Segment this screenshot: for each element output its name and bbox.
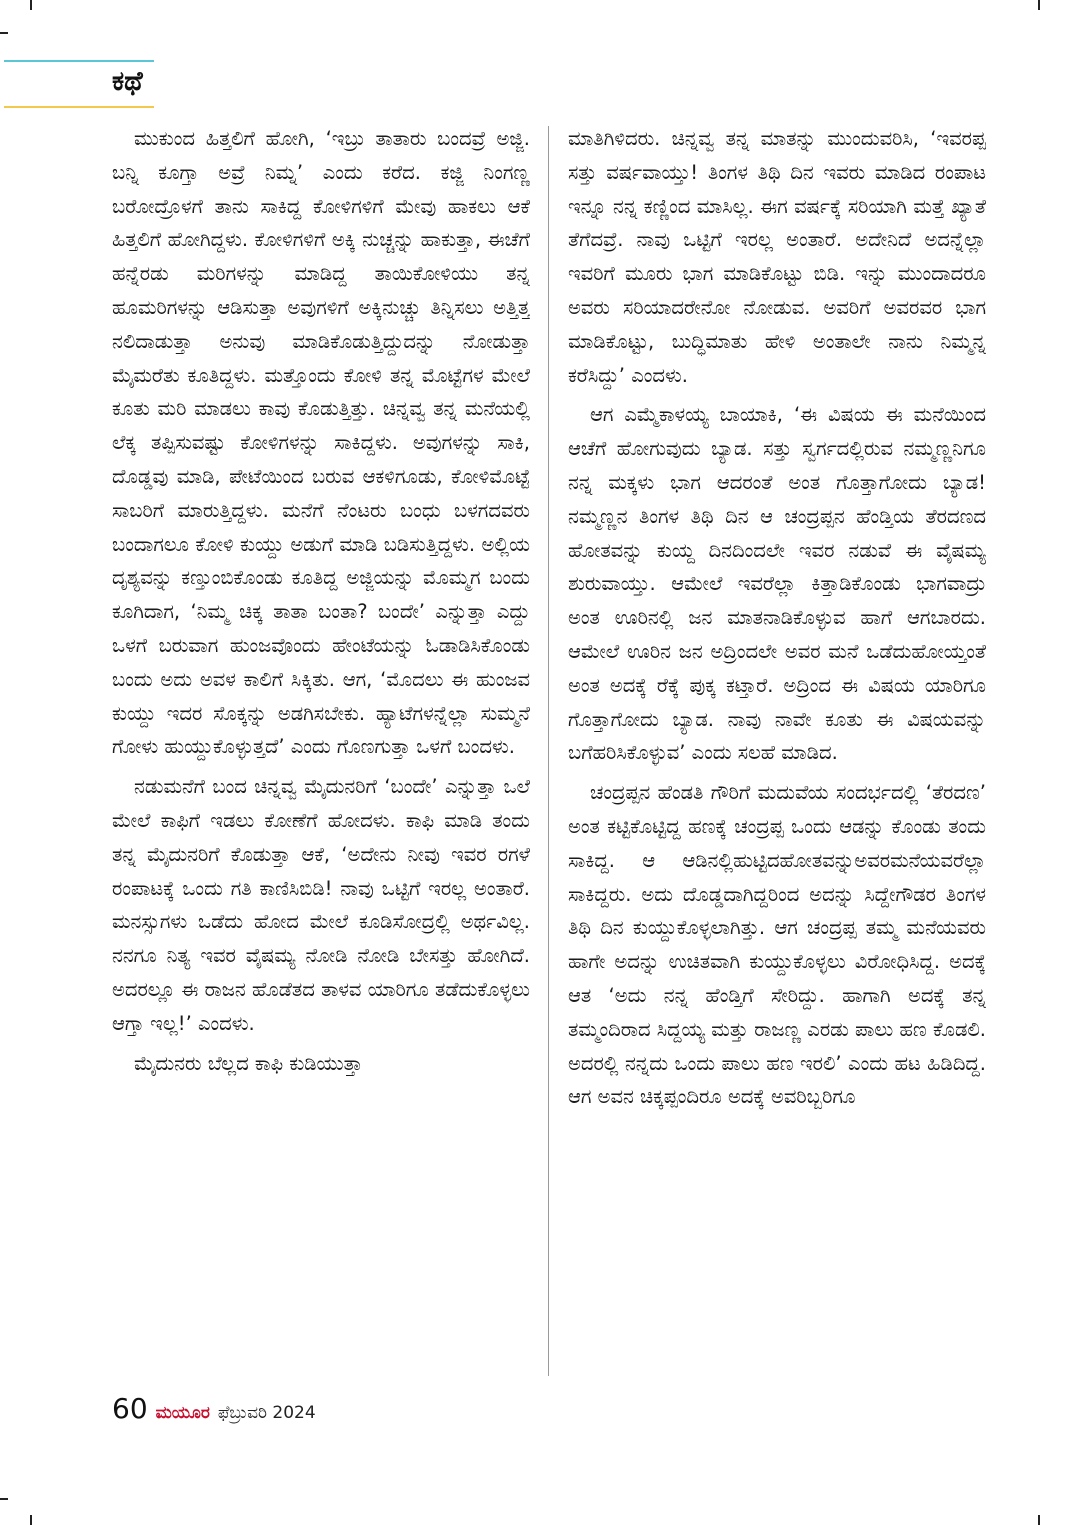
- article-paragraph: ಮೈದುನರು ಬೆಲ್ಲದ ಕಾಫಿ ಕುಡಿಯುತ್ತಾ: [134, 1051, 363, 1075]
- article-paragraph: ನಡುಮನೆಗೆ ಬಂದ ಚಿನ್ನವ್ವ ಮೈದುನರಿಗೆ ‘ಬಂದೇ’ ಎನ್ನುತ್ತಾ ಒಲೆ ಮೇಲೆ ಕಾಫಿಗೆ ಇಡಲು ಕೋಣೆಗೆ ಹೋದಳು. ಕಾಫಿ ಮಾಡಿ ತಂದು ತನ್ನ ಮೈದುನರಿಗೆ ಕೊಡುತ್ತಾ ಆಕೆ, ‘ಅದೇನು ನೀವು ಇವರ ರಗಳೆ ರಂಪಾಟಕ್ಕೆ ಒಂದು ಗತಿ ಕಾಣಿಸಿಬಿಡಿ! ನಾವು ಒಟ್ಟಿಗೆ ಇರಲ್ಲ ಅಂತಾರೆ. ಮನಸ್ಸುಗಳು ಒಡೆದು ಹೋದ ಮೇಲೆ ಕೂಡಿಸೋದ್ರಲ್ಲಿ ಅರ್ಥವಿಲ್ಲ. ನನಗೂ ನಿತ್ಯ ಇವರ ವೈಷಮ್ಯ ನೋಡಿ ನೋಡಿ ಬೇಸತ್ತು ಹೋಗಿದೆ. ಅದರಲ್ಲೂ ಈ ರಾಜನ ಹೊಡೆತದ ತಾಳವ ಯಾರಿಗೂ ತಡೆದುಕೊಳ್ಳಲು ಆಗ್ತಾ ಇಲ್ಲ!’ ಎಂದಳು.: [112, 775, 530, 1035]
- article-column-right: [568, 122, 986, 1384]
- section-title: ಕಥೆ: [112, 66, 143, 97]
- article-paragraph: ಮಾತಿಗಿಳಿದರು. ಚಿನ್ನವ್ವ ತನ್ನ ಮಾತನ್ನು ಮುಂದುವರಿಸಿ, ‘ಇವರಪ್ಪ ಸತ್ತು ವರ್ಷವಾಯ್ತು! ತಿಂಗಳ ತಿಥಿ ದಿನ ಇವರು ಮಾಡಿದ ರಂಪಾಟ ಇನ್ನೂ ನನ್ನ ಕಣ್ಣಿಂದ ಮಾಸಿಲ್ಲ. ಈಗ ವರ್ಷಕ್ಕೆ ಸರಿಯಾಗಿ ಮತ್ತೆ ಖ್ಯಾತೆ ತೆಗೆದವ್ರೆ. ನಾವು ಒಟ್ಟಿಗೆ ಇರಲ್ಲ ಅಂತಾರೆ. ಅದೇನಿದೆ ಅದನ್ನೆಲ್ಲಾ ಇವರಿಗೆ ಮೂರು ಭಾಗ ಮಾಡಿಕೊಟ್ಟು ಬಿಡಿ. ಇನ್ನು ಮುಂದಾದರೂ ಅವರು ಸರಿಯಾದರೇನೋ ನೋಡುವ. ಅವರಿಗೆ ಅವರವರ ಭಾಗ ಮಾಡಿಕೊಟ್ಟು, ಬುದ್ಧಿಮಾತು ಹೇಳಿ ಅಂತಾಲೇ ನಾನು ನಿಮ್ಮನ್ನ ಕರೆಸಿದ್ದು’ ಎಂದಳು.: [568, 127, 986, 387]
- crop-mark: [1038, 1515, 1040, 1525]
- issue-date: ಫೆಬ್ರುವರಿ 2024: [217, 1403, 316, 1423]
- crop-mark: [0, 1498, 8, 1500]
- crop-mark: [1038, 0, 1040, 10]
- article-paragraph: ಚಂದ್ರಪ್ಪನ ಹೆಂಡತಿ ಗೌರಿಗೆ ಮದುವೆಯ ಸಂದರ್ಭದಲ್ಲಿ ‘ತೆರದಣ’ ಅಂತ ಕಟ್ಟಿಕೊಟ್ಟಿದ್ದ ಹಣಕ್ಕೆ ಚಂದ್ರಪ್ಪ ಒಂದು ಆಡನ್ನು ಕೊಂಡು ತಂದು ಸಾಕಿದ್ದ. ಆ ಆಡಿನಲ್ಲಿಹುಟ್ಟಿದಹೋತವನ್ನುಅವರಮನೆಯವರೆಲ್ಲಾ ಸಾಕಿದ್ದರು. ಅದು ದೊಡ್ಡದಾಗಿದ್ದರಿಂದ ಅದನ್ನು ಸಿದ್ದೇಗೌಡರ ತಿಂಗಳ ತಿಥಿ ದಿನ ಕುಯ್ದುಕೊಳ್ಳಲಾಗಿತ್ತು. ಆಗ ಚಂದ್ರಪ್ಪ ತಮ್ಮ ಮನೆಯವರು ಹಾಗೇ ಅದನ್ನು ಉಚಿತವಾಗಿ ಕುಯ್ದುಕೊಳ್ಳಲು ವಿರೋಧಿಸಿದ್ದ. ಅದಕ್ಕೆ ಆತ ‘ಅದು ನನ್ನ ಹೆಂಡ್ತಿಗೆ ಸೇರಿದ್ದು. ಹಾಗಾಗಿ ಅದಕ್ಕೆ ತನ್ನ ತಮ್ಮಂದಿರಾದ ಸಿದ್ದಯ್ಯ ಮತ್ತು ರಾಜಣ್ಣ ಎರಡು ಪಾಲು ಹಣ ಕೊಡಲಿ. ಅದರಲ್ಲಿ ನನ್ನದು ಒಂದು ಪಾಲು ಹಣ ಇರಲಿ’ ಎಂದು ಹಟ ಹಿಡಿದಿದ್ದ. ಆಗ ಅವನ ಚಿಕ್ಕಪ್ಪಂದಿರೂ ಅದಕ್ಕೆ ಅವರಿಬ್ಬರಿಗೂ: [568, 781, 986, 1109]
- article-column-left: [112, 122, 530, 1384]
- section-header-top-rule: [4, 60, 154, 62]
- article-paragraph: ಮುಕುಂದ ಹಿತ್ತಲಿಗೆ ಹೋಗಿ, ‘ಇಬ್ರು ತಾತಾರು ಬಂದವ್ರೆ ಅಜ್ಜಿ. ಬನ್ನಿ ಕೂಗ್ತಾ ಅವ್ರೆ ನಿಮ್ನ’ ಎಂದು ಕರೆದ. ಕಜ್ಜಿ ನಿಂಗಣ್ಣ ಬರೋದ್ರೊಳಗೆ ತಾನು ಸಾಕಿದ್ದ ಕೋಳಿಗಳಿಗೆ ಮೇವು ಹಾಕಲು ಆಕೆ ಹಿತ್ತಲಿಗೆ ಹೋಗಿದ್ದಳು. ಕೋಳಿಗಳಿಗೆ ಅಕ್ಕಿ ನುಚ್ಚನ್ನು ಹಾಕುತ್ತಾ, ಈಚೆಗೆ ಹನ್ನೆರಡು ಮರಿಗಳನ್ನು ಮಾಡಿದ್ದ ತಾಯಿಕೋಳಿಯು ತನ್ನ ಹೂಮರಿಗಳನ್ನು ಆಡಿಸುತ್ತಾ ಅವುಗಳಿಗೆ ಅಕ್ಕಿನುಚ್ಚು ತಿನ್ನಿಸಲು ಅತ್ತಿತ್ತ ನಲಿದಾಡುತ್ತಾ ಅನುವು ಮಾಡಿಕೊಡುತ್ತಿದ್ದುದನ್ನು ನೋಡುತ್ತಾ ಮೈಮರೆತು ಕೂತಿದ್ದಳು. ಮತ್ತೊಂದು ಕೋಳಿ ತನ್ನ ಮೊಟ್ಟೆಗಳ ಮೇಲೆ ಕೂತು ಮರಿ ಮಾಡಲು ಕಾವು ಕೊಡುತ್ತಿತ್ತು. ಚಿನ್ನವ್ವ ತನ್ನ ಮನೆಯಲ್ಲಿ ಲೆಕ್ಕ ತಪ್ಪಿಸುವಷ್ಟು ಕೋಳಿಗಳನ್ನು ಸಾಕಿದ್ದಳು. ಅವುಗಳನ್ನು ಸಾಕಿ, ದೊಡ್ಡವು ಮಾಡಿ, ಪೇಟೆಯಿಂದ ಬರುವ ಆಕಳಿಗೂಡು, ಕೋಳಿಮೊಟ್ಟೆ ಸಾಬರಿಗೆ ಮಾರುತ್ತಿದ್ದಳು. ಮನೆಗೆ ನೆಂಟರು ಬಂಧು ಬಳಗದವರು ಬಂದಾಗಲೂ ಕೋಳಿ ಕುಯ್ದು ಅಡುಗೆ ಮಾಡಿ ಬಡಿಸುತ್ತಿದ್ದಳು. ಅಲ್ಲಿಯ ದೃಶ್ಯವನ್ನು ಕಣ್ತುಂಬಿಕೊಂಡು ಕೂತಿದ್ದ ಅಜ್ಜಿಯನ್ನು ಮೊಮ್ಮಗ ಬಂದು ಕೂಗಿದಾಗ, ‘ನಿಮ್ಮ ಚಿಕ್ಕ ತಾತಾ ಬಂತಾ? ಬಂದೇ’ ಎನ್ನುತ್ತಾ ಎದ್ದು ಒಳಗೆ ಬರುವಾಗ ಹುಂಜವೊಂದು ಹೇಂಟೆಯನ್ನು ಓಡಾಡಿಸಿಕೊಂಡು ಬಂದು ಅದು ಅವಳ ಕಾಲಿಗೆ ಸಿಕ್ಕಿತು. ಆಗ, ‘ಮೊದಲು ಈ ಹುಂಜವ ಕುಯ್ದು ಇದರ ಸೊಕ್ಕನ್ನು ಅಡಗಿಸಬೇಕು. ಹ್ಯಾಟೆಗಳನ್ನೆಲ್ಲಾ ಸುಮ್ಮನೆ ಗೋಳು ಹುಯ್ದುಕೊಳ್ಳುತ್ತದೆ’ ಎಂದು ಗೊಣಗುತ್ತಾ ಒಳಗೆ ಬಂದಳು.: [112, 127, 530, 759]
- section-header-bottom-rule: [4, 106, 154, 108]
- crop-mark: [30, 0, 32, 10]
- column-divider: [548, 126, 549, 1376]
- crop-mark: [0, 32, 8, 34]
- page-number: 60: [112, 1392, 148, 1425]
- magazine-logo: ಮಯೂರ: [155, 1403, 210, 1423]
- crop-mark: [30, 1515, 32, 1525]
- page-footer: [112, 1392, 316, 1428]
- article-paragraph: ಆಗ ಎಮ್ಮೆಕಾಳಯ್ಯ ಬಾಯಾಕಿ, ‘ಈ ವಿಷಯ ಈ ಮನೆಯಿಂದ ಆಚೆಗೆ ಹೋಗುವುದು ಬ್ಯಾಡ. ಸತ್ತು ಸ್ವರ್ಗದಲ್ಲಿರುವ ನಮ್ಮಣ್ಣನಿಗೂ ನನ್ನ ಮಕ್ಕಳು ಭಾಗ ಆದರಂತೆ ಅಂತ ಗೊತ್ತಾಗೋದು ಬ್ಯಾಡ! ನಮ್ಮಣ್ಣನ ತಿಂಗಳ ತಿಥಿ ದಿನ ಆ ಚಂದ್ರಪ್ಪನ ಹೆಂಡ್ತಿಯ ತೆರದಣದ ಹೋತವನ್ನು ಕುಯ್ದ ದಿನದಿಂದಲೇ ಇವರ ನಡುವೆ ಈ ವೈಷಮ್ಯ ಶುರುವಾಯ್ತು. ಆಮೇಲೆ ಇವರೆಲ್ಲಾ ಕಿತ್ತಾಡಿಕೊಂಡು ಭಾಗವಾದ್ರು ಅಂತ ಊರಿನಲ್ಲಿ ಜನ ಮಾತನಾಡಿಕೊಳ್ಳುವ ಹಾಗೆ ಆಗಬಾರದು. ಆಮೇಲೆ ಊರಿನ ಜನ ಅದ್ರಿಂದಲೇ ಅವರ ಮನೆ ಒಡೆದುಹೋಯ್ತಂತೆ ಅಂತ ಅದಕ್ಕೆ ರೆಕ್ಕೆ ಪುಕ್ಕ ಕಟ್ತಾರೆ. ಅದ್ರಿಂದ ಈ ವಿಷಯ ಯಾರಿಗೂ ಗೊತ್ತಾಗೋದು ಬ್ಯಾಡ. ನಾವು ನಾವೇ ಕೂತು ಈ ವಿಷಯವನ್ನು ಬಗೆಹರಿಸಿಕೊಳ್ಳುವ’ ಎಂದು ಸಲಹೆ ಮಾಡಿದ.: [568, 403, 986, 765]
